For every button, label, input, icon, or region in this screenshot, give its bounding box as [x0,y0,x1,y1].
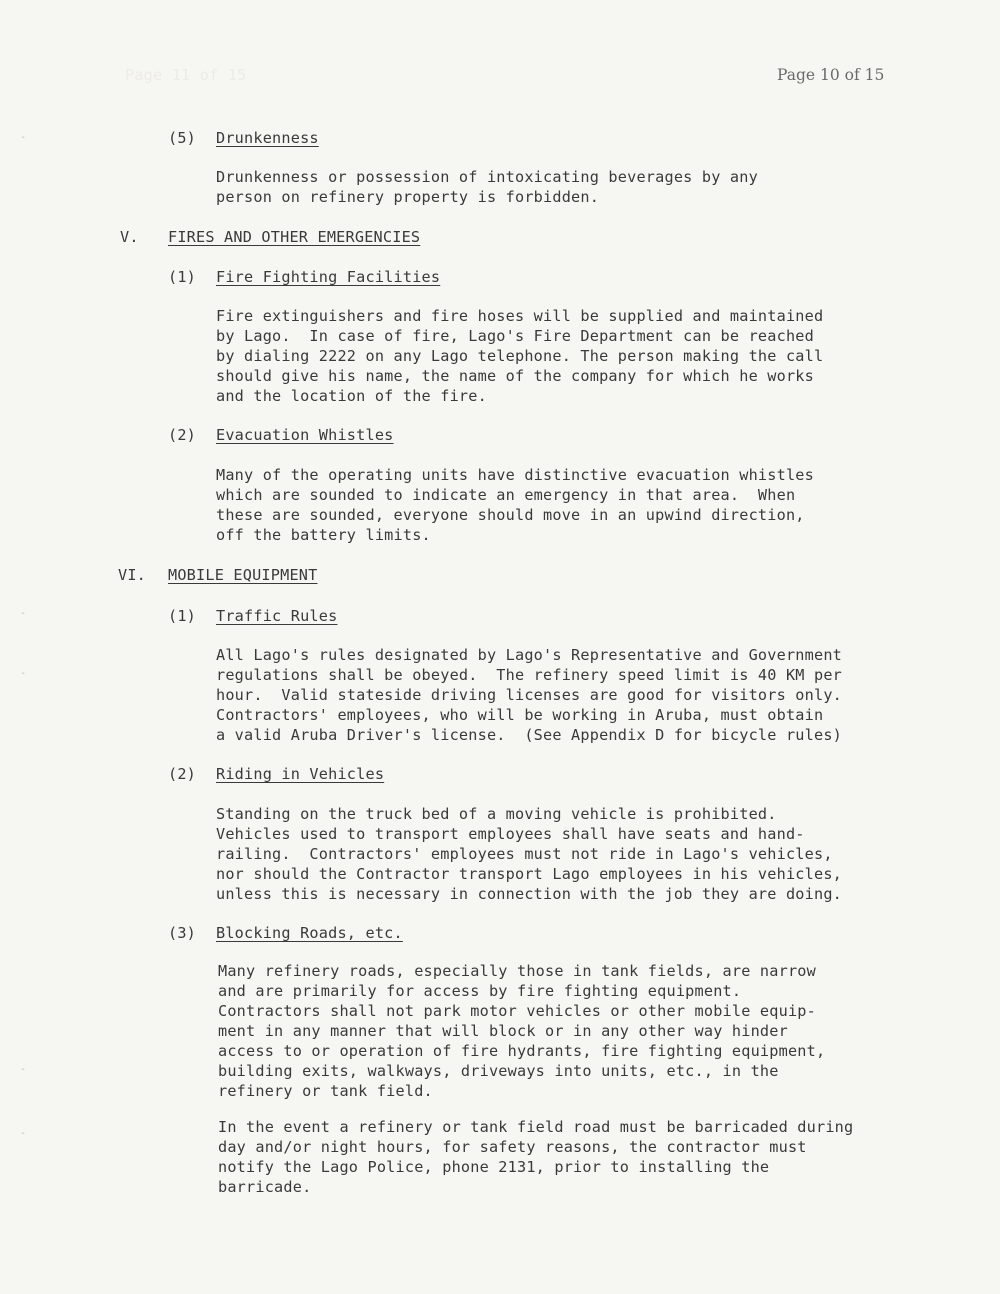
margin-speck: - [20,608,27,619]
margin-speck: - [20,1064,27,1075]
text-line: these are sounded, everyone should move in an upwind direction, [216,506,805,524]
paragraph-barricade [218,1117,853,1197]
text-line: refinery or tank field. [218,1082,433,1100]
text-line: Standing on the truck bed of a moving vehicle is prohibited. [216,805,777,823]
text-line: notify the Lago Police, phone 2131, prior to installing the [218,1158,770,1176]
item-number: (3) [168,924,197,942]
text-line: person on refinery property is forbidden. [216,188,600,206]
item-number: (5) [168,129,197,147]
text-line: barricade. [218,1178,312,1196]
item-heading-blocking-roads: Blocking Roads, etc. [216,924,403,942]
text-line: Many refinery roads, especially those in tank fields, are narrow [218,962,816,980]
text-line: which are sounded to indicate an emergency in that area. When [216,486,796,504]
text-line: off the battery limits. [216,526,431,544]
text-line: Contractors shall not park motor vehicles or other mobile equip- [218,1002,816,1020]
text-line: by dialing 2222 on any Lago telephone. The person making the call [216,347,824,365]
text-line: Drunkenness or possession of intoxicating beverages by any [216,168,758,186]
item-heading-riding-vehicles: Riding in Vehicles [216,765,385,783]
paragraph-traffic-rules [216,645,842,745]
text-line: and the location of the fire. [216,387,487,405]
text-line: day and/or night hours, for safety reasons, the contractor must [218,1138,807,1156]
margin-speck: - [20,1128,27,1139]
text-line: should give his name, the name of the company for which he works [216,367,814,385]
section-heading-fires: FIRES AND OTHER EMERGENCIES [168,228,421,246]
text-line: regulations shall be obeyed. The refinery speed limit is 40 KM per [216,666,843,684]
page-number: Page 10 of 15 [777,66,885,84]
item-number: (1) [168,607,197,625]
text-line: by Lago. In case of fire, Lago's Fire Department can be reached [216,327,814,345]
margin-speck: - [20,132,27,143]
section-number: V. [120,228,139,246]
margin-speck: - [20,668,27,679]
text-line: Contractors' employees, who will be working in Aruba, must obtain [216,706,824,724]
text-line: All Lago's rules designated by Lago's Representative and Government [216,646,843,664]
paragraph-blocking-roads [218,961,825,1101]
item-number: (1) [168,268,197,286]
paragraph-evacuation [216,465,814,545]
text-line: ment in any manner that will block or in any other way hinder [218,1022,788,1040]
text-line: Many of the operating units have distinctive evacuation whistles [216,466,814,484]
item-heading-fire-fighting: Fire Fighting Facilities [216,268,441,286]
show-through-text: Page 11 of 15 [125,66,247,84]
text-line: railing. Contractors' employees must not ride in Lago's vehicles, [216,845,833,863]
text-line: Fire extinguishers and fire hoses will be supplied and maintained [216,307,824,325]
text-line: In the event a refinery or tank field road must be barricaded during [218,1118,854,1136]
item-heading-evacuation: Evacuation Whistles [216,426,394,444]
section-number: VI. [118,566,147,584]
text-line: nor should the Contractor transport Lago employees in his vehicles, [216,865,843,883]
text-line: hour. Valid stateside driving licenses are good for visitors only. [216,686,843,704]
text-line: a valid Aruba Driver's license. (See Appendix D for bicycle rules) [216,726,843,744]
item-heading-drunkenness: Drunkenness [216,129,319,147]
text-line: Vehicles used to transport employees shall have seats and hand- [216,825,805,843]
text-line: access to or operation of fire hydrants, fire fighting equipment, [218,1042,826,1060]
paragraph-riding-vehicles [216,804,842,904]
paragraph-fire-fighting [216,306,823,406]
text-line: building exits, walkways, driveways into units, etc., in the [218,1062,779,1080]
paragraph-drunkenness [216,167,758,207]
section-heading-mobile-equipment: MOBILE EQUIPMENT [168,566,318,584]
item-number: (2) [168,765,197,783]
text-line: unless this is necessary in connection with the job they are doing. [216,885,843,903]
item-heading-traffic-rules: Traffic Rules [216,607,338,625]
item-number: (2) [168,426,197,444]
text-line: and are primarily for access by fire fighting equipment. [218,982,742,1000]
